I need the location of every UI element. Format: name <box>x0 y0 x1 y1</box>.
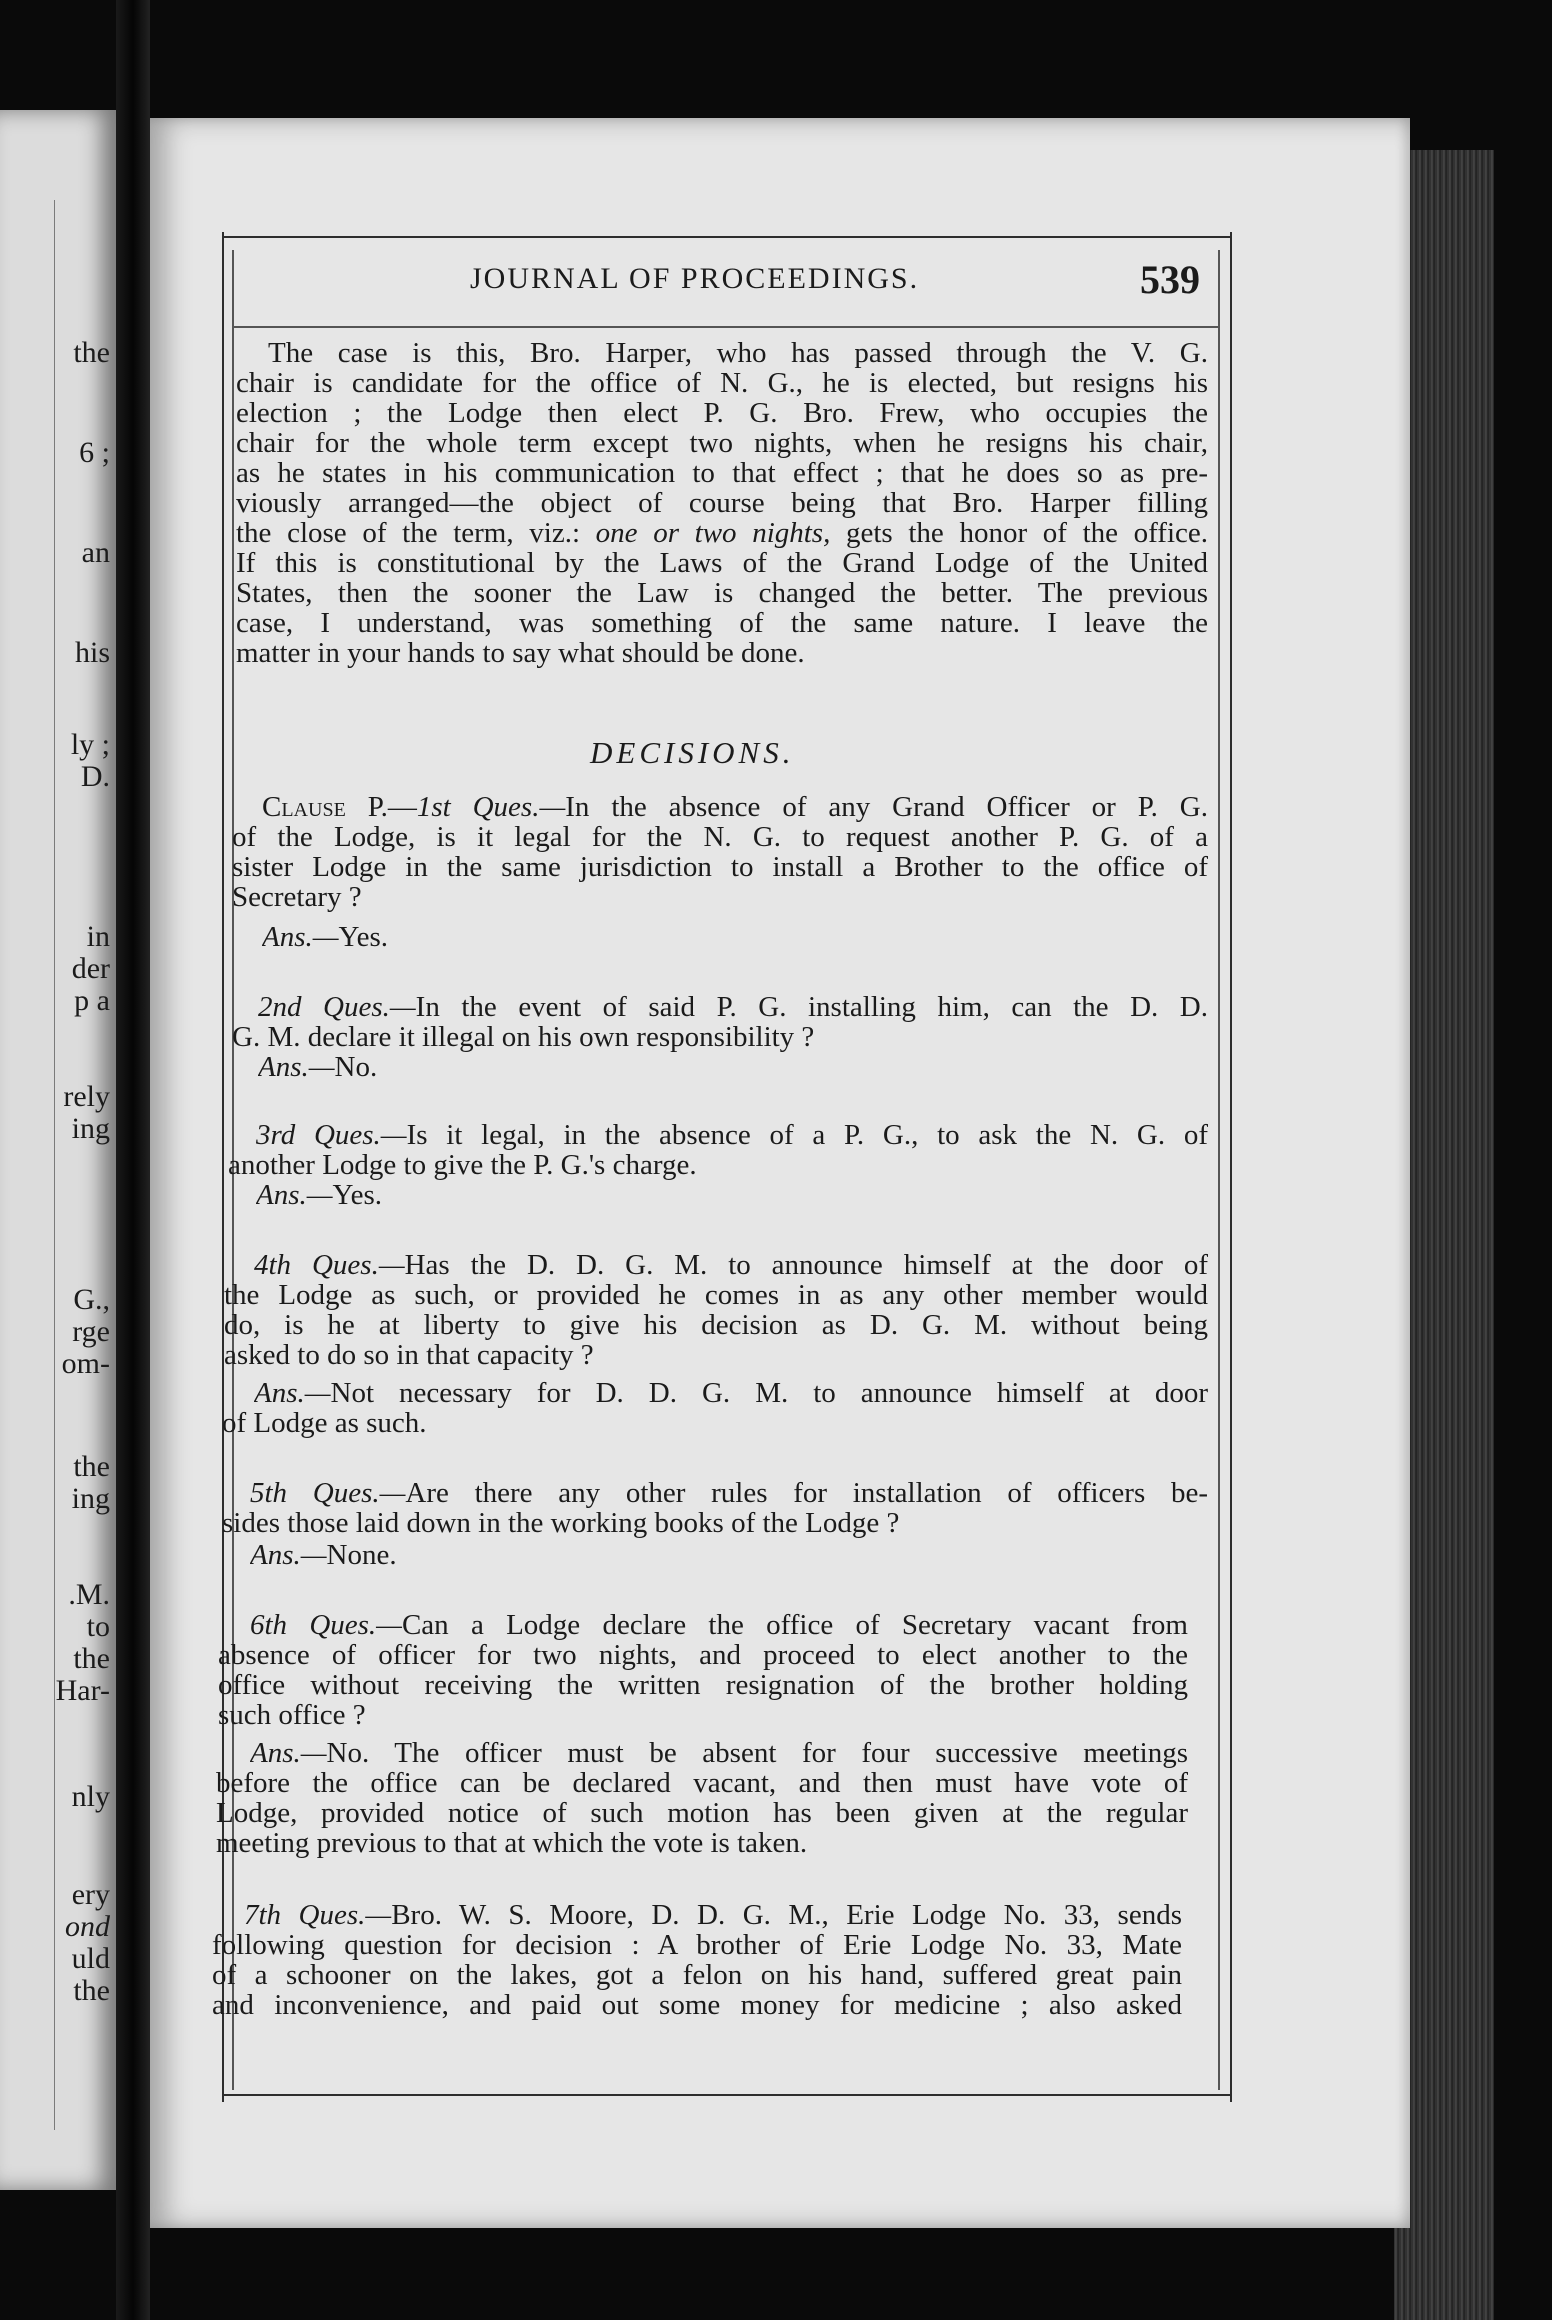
text-line: and inconvenience, and paid out some money for medicine ; also asked <box>212 1990 1182 2020</box>
text-line: G. M. declare it illegal on his own responsibility ? <box>232 1022 815 1052</box>
text-line: another Lodge to give the P. G.'s charge. <box>228 1150 697 1180</box>
text-line: viously arranged—the object of course being that Bro. Harper filling <box>236 488 1208 518</box>
answer-text: Yes. <box>338 922 388 952</box>
answer-label: Ans.— <box>258 1052 335 1082</box>
left-page-fragment: ly ; <box>70 728 110 761</box>
text-line: sister Lodge in the same jurisdiction to install a Brother to the office of <box>232 852 1208 882</box>
text-line: following question for decision : A brother of Erie Lodge No. 33, Mate <box>212 1930 1182 1960</box>
left-page-fragment: uld <box>71 1942 110 1975</box>
clause-label: Clause P.— <box>262 792 417 822</box>
left-page-fragment: ond <box>65 1910 110 1943</box>
question-label: 1st Ques.— <box>416 792 566 822</box>
text-line: such office ? <box>218 1700 366 1730</box>
question-text: Can a Lodge declare the office of Secretary vacant from <box>401 1610 1188 1640</box>
page-number: 539 <box>1140 257 1200 302</box>
question-label: 5th Ques.— <box>250 1478 406 1508</box>
left-page-fragment: the <box>73 1450 110 1483</box>
text-line: matter in your hands to say what should be done. <box>236 638 805 668</box>
book-gutter <box>116 0 150 2320</box>
left-page-fragment: D. <box>80 760 110 793</box>
frame-rule-top <box>222 236 1232 238</box>
text-line <box>236 518 1208 548</box>
left-page-fragment: ing <box>71 1112 110 1145</box>
text-line <box>250 1610 1188 1640</box>
text-line <box>262 792 1208 822</box>
answer-line: Lodge, provided notice of such motion has been given at the regular <box>216 1798 1188 1828</box>
answer-label: Ans.— <box>254 1378 331 1408</box>
text-line <box>250 1478 1208 1508</box>
text-line: sides those laid down in the working books of the Lodge ? <box>222 1508 900 1538</box>
question-text: Are there any other rules for installation of officers be- <box>405 1478 1208 1508</box>
left-page-fragment: ing <box>71 1482 110 1515</box>
text-line: asked to do so in that capacity ? <box>224 1340 594 1370</box>
text-line: States, then the sooner the Law is changed the better. The previous <box>236 578 1208 608</box>
left-page-fragment: .M. <box>68 1578 110 1611</box>
section-heading: DECISIONS. <box>590 735 795 770</box>
question-label: 4th Ques.— <box>254 1250 405 1280</box>
left-page-fragment: to <box>86 1610 110 1643</box>
text-line: chair for the whole term except two nights, when he resigns his chair, <box>236 428 1208 458</box>
answer-line: before the office can be declared vacant, and then must have vote of <box>216 1768 1188 1798</box>
left-page-fragment: 6 ; <box>79 436 110 469</box>
question-text: Bro. W. S. Moore, D. D. G. M., Erie Lodge No. 33, sends <box>391 1900 1182 1930</box>
text-line: the Lodge as such, or provided he comes in as any other member would <box>224 1280 1208 1310</box>
text-line: Secretary ? <box>232 882 362 912</box>
question-label: 7th Ques.— <box>244 1900 392 1930</box>
left-page-fragment: the <box>73 336 110 369</box>
left-page-fragment: in <box>86 920 110 953</box>
text-line: of a schooner on the lakes, got a felon on his hand, suffered great pain <box>212 1960 1182 1990</box>
answer-line <box>258 1052 758 1082</box>
frame-rule-right-inner <box>1218 250 1220 2090</box>
answer-text: Yes. <box>332 1180 382 1210</box>
text-run: the close of the term, viz.: <box>236 518 581 548</box>
left-page-fragment: nly <box>71 1780 110 1813</box>
left-page-fragment: ery <box>71 1878 110 1911</box>
text-line <box>258 992 1208 1022</box>
answer-line <box>254 1378 1208 1408</box>
left-page-fragment: om- <box>61 1347 110 1380</box>
left-page-rule <box>54 200 55 2130</box>
running-head: JOURNAL OF PROCEEDINGS. <box>470 262 920 295</box>
text-line: absence of officer for two nights, and proceed to elect another to the <box>218 1640 1188 1670</box>
answer-text: No. The officer must be absent for four successive meetings <box>326 1738 1188 1768</box>
text-line: election ; the Lodge then elect P. G. Bro. Frew, who occupies the <box>236 398 1208 428</box>
answer-label: Ans.— <box>250 1540 327 1570</box>
question-text: Is it legal, in the absence of a P. G., to ask the N. G. of <box>406 1120 1208 1150</box>
text-line: The case is this, Bro. Harper, who has passed through the V. G. <box>268 338 1208 368</box>
left-facing-page <box>0 110 116 2190</box>
text-line: do, is he at liberty to give his decision as D. G. M. without being <box>224 1310 1208 1340</box>
text-line: office without receiving the written resignation of the brother holding <box>218 1670 1188 1700</box>
answer-line: of Lodge as such. <box>222 1408 427 1438</box>
header-underline <box>232 326 1220 328</box>
left-page-fragment: Har- <box>55 1674 110 1707</box>
question-text: In the event of said P. G. installing him, can the D. D. <box>415 992 1208 1022</box>
answer-line <box>262 922 762 952</box>
left-page-fragment: rge <box>72 1315 110 1348</box>
question-text: In the absence of any Grand Officer or P. G. <box>565 792 1208 822</box>
left-page-fragment: the <box>73 1642 110 1675</box>
text-line <box>244 1900 1182 1930</box>
text-line: of the Lodge, is it legal for the N. G. to request another P. G. of a <box>232 822 1208 852</box>
text-line: chair is candidate for the office of N. G., he is elected, but resigns his <box>236 368 1208 398</box>
answer-line <box>250 1738 1188 1768</box>
frame-rule-right-outer <box>1230 232 1232 2102</box>
question-label: 6th Ques.— <box>250 1610 402 1640</box>
text-line: case, I understand, was something of the same nature. I leave the <box>236 608 1208 638</box>
left-page-fragment: rely <box>63 1080 110 1113</box>
answer-label: Ans.— <box>262 922 339 952</box>
answer-label: Ans.— <box>250 1738 327 1768</box>
answer-line <box>256 1180 756 1210</box>
answer-text: None. <box>326 1540 397 1570</box>
left-page-fragment: the <box>73 1974 110 2007</box>
answer-line <box>250 1540 750 1570</box>
answer-label: Ans.— <box>256 1180 333 1210</box>
left-page-fragment: G., <box>73 1283 110 1316</box>
text-line: as he states in his communication to that effect ; that he does so as pre- <box>236 458 1208 488</box>
text-line: If this is constitutional by the Laws of the Grand Lodge of the United <box>236 548 1208 578</box>
text-line <box>256 1120 1208 1150</box>
text-line <box>254 1250 1208 1280</box>
left-page-fragment: der <box>71 952 110 985</box>
question-label: 2nd Ques.— <box>258 992 416 1022</box>
question-text: Has the D. D. G. M. to announce himself at the door of <box>404 1250 1208 1280</box>
emphasis: one or two nights, <box>595 518 831 548</box>
answer-text: Not necessary for D. D. G. M. to announce himself at door <box>330 1378 1208 1408</box>
question-label: 3rd Ques.— <box>256 1120 407 1150</box>
answer-text: No. <box>334 1052 378 1082</box>
frame-rule-bottom <box>222 2094 1232 2096</box>
answer-line: meeting previous to that at which the vote is taken. <box>216 1828 808 1858</box>
left-page-fragment: p a <box>74 984 110 1017</box>
left-page-fragment: an <box>81 536 110 569</box>
left-page-fragment: his <box>74 636 110 669</box>
text-run: gets the honor of the office. <box>846 518 1208 548</box>
